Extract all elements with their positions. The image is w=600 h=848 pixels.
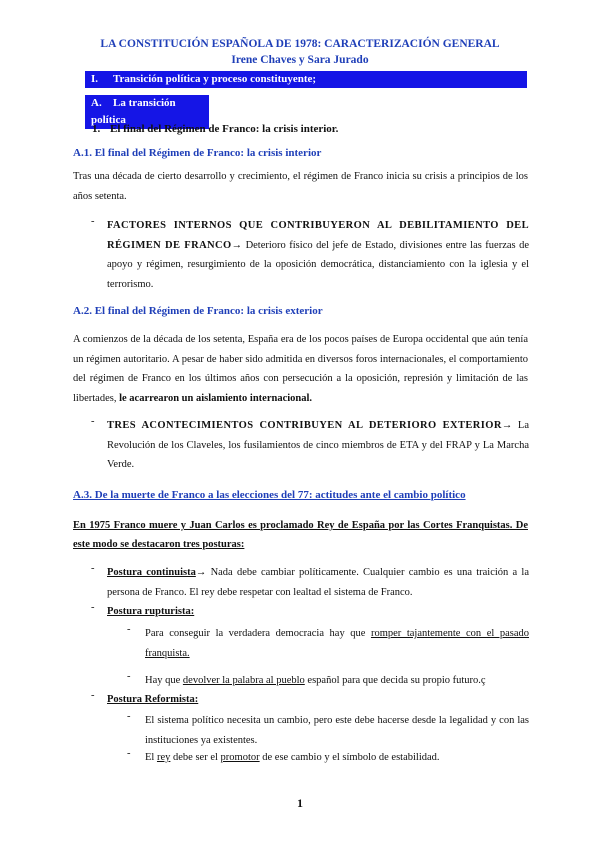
heading-1-label: El final del Régimen de Franco: la crisis interior. (110, 123, 339, 135)
a1-bullet-text: FACTORES INTERNOS QUE CONTRIBUYERON AL DEBILITAMIENTO DEL RÉGIMEN DE FRANCO→ Deterioro físico del jefe de Estado, divisiones entre las fuerzas de apoyo y régimen, resurgimiento de la oposición democrática, distanciamiento con la iglesia y el terrorismo. (107, 220, 529, 290)
rupturista-item-1-text: Para conseguir la verdadera democracia hay que romper tajantemente con el pasado franquista. (145, 628, 529, 659)
arrow-icon: → (195, 567, 207, 578)
heading-1-number: 1. (92, 123, 101, 135)
section-1-label: Transición política y proceso constituyente; (113, 73, 317, 85)
rupturista-label: Postura rupturista: (107, 606, 195, 617)
bullet-dash: - (91, 690, 95, 701)
rupturista-item-2-text: Hay que devolver la palabra al pueblo español para que decida su propio futuro.ç (145, 675, 486, 686)
rupturista-item-2 (127, 671, 529, 691)
a1-bullet-caps: FACTORES INTERNOS QUE CONTRIBUYERON AL DEBILITAMIENTO DEL RÉGIMEN DE FRANCO (107, 220, 529, 251)
reformista-item-2 (127, 748, 529, 768)
bullet-dash: - (91, 216, 95, 227)
continuista-text: Postura continuista→ Nada debe cambiar políticamente. Cualquier cambio es una traición a la persona de Franco. El rey debe respetar con lealtad el sistema de Franco. (107, 567, 529, 598)
a2-bullet-text: TRES ACONTECIMIENTOS CONTRIBUYEN AL DETERIORO EXTERIOR→ La Revolución de los Claveles, los fusilamientos de cinco miembros de ETA y del FRAP y La Marcha Verde. (107, 420, 530, 470)
a1-paragraph: Tras una década de cierto desarrollo y crecimiento, el régimen de Franco inicia su crisis a principios de los años setenta. (73, 171, 528, 202)
reformista-item-1-text: El sistema político necesita un cambio, pero este debe hacerse desde la legalidad y con las instituciones ya existentes. (145, 715, 529, 746)
document-title: LA CONSTITUCIÓN ESPAÑOLA DE 1978: CARACTERIZACIÓN GENERAL (100, 38, 500, 50)
bullet-dash: - (91, 563, 95, 574)
bullet-dash: - (127, 671, 131, 682)
section-a-number: A. (91, 97, 102, 109)
a2-title: A.2. El final del Régimen de Franco: la crisis exterior (73, 305, 323, 317)
a1-title: A.1. El final del Régimen de Franco: la crisis interior (73, 147, 322, 159)
arrow-icon: → (501, 420, 513, 431)
reformista-bullet (91, 690, 529, 710)
bullet-dash: - (127, 748, 131, 759)
reformista-label: Postura Reformista: (107, 694, 199, 705)
continuista-label: Postura continuista (107, 567, 196, 578)
heading-1 (92, 123, 338, 135)
continuista-bullet (91, 563, 529, 603)
a2-bullet-caps: TRES ACONTECIMIENTOS CONTRIBUYEN AL DETERIORO EXTERIOR (107, 420, 502, 431)
a2-paragraph: A comienzos de la década de los setenta, España era de los pocos países de Europa occidental que aún tenía un régimen autoritario. A pesar de haber sido admitida en diversos foros internacionales, el comportamiento del régimen de Franco en los últimos años con persecución a la oposición, represión y limitación de las libertades, le acarrearon un aislamiento internacional. (73, 334, 528, 404)
section-1-number: I. (91, 73, 99, 85)
a3-title: A.3. De la muerte de Franco a las elecciones del 77: actitudes ante el cambio político (73, 489, 466, 501)
arrow-icon: → (231, 239, 243, 251)
a3-intro: En 1975 Franco muere y Juan Carlos es proclamado Rey de España por las Cortes Franquistas. De este modo se destacaron tres posturas: (73, 520, 528, 550)
bullet-dash: - (91, 416, 95, 427)
rupturista-bullet (91, 602, 529, 622)
reformista-item-2-text: El rey debe ser el promotor de ese cambio y el símbolo de estabilidad. (145, 752, 440, 763)
a2-paragraph-bold: le acarrearon un aislamiento internacional. (119, 392, 313, 404)
document-authors: Irene Chaves y Sara Jurado (231, 54, 369, 66)
a1-bullet (91, 216, 529, 294)
section-a-label: La transición política (91, 97, 176, 126)
section-1-heading (85, 71, 527, 88)
a2-bullet (91, 416, 529, 474)
bullet-dash: - (91, 602, 95, 613)
page-number: 1 (297, 796, 303, 810)
bullet-dash: - (127, 624, 131, 635)
rupturista-item-1 (127, 624, 529, 664)
reformista-item-1 (127, 711, 529, 751)
bullet-dash: - (127, 711, 131, 722)
